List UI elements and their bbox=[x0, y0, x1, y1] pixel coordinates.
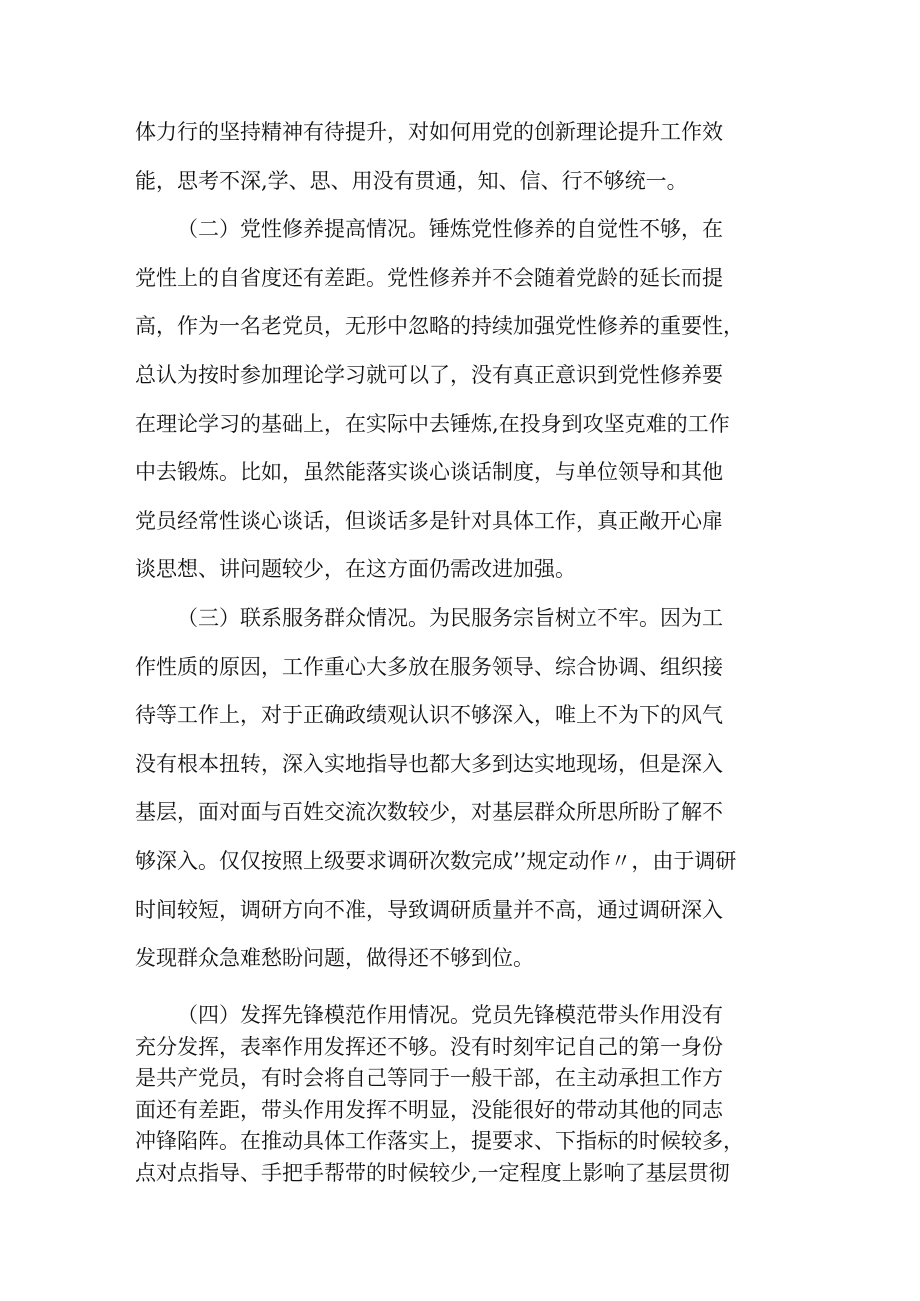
text-line: 谈思想、讲问题较少，在这方面仍需改进加强。 bbox=[135, 557, 576, 582]
text-line: 党性上的自省度还有差距。党性修养并不会随着党龄的延长而提 bbox=[135, 265, 723, 290]
text-line: 是共产党员，有时会将自己等同于一般干部，在主动承担工作方 bbox=[135, 1066, 723, 1090]
paragraph-2 bbox=[135, 205, 787, 594]
text-line: 党员经常性谈心谈话，但谈话多是针对具体工作，真正敞开心扉 bbox=[135, 508, 723, 533]
text-line: 充分发挥，表率作用发挥还不够。没有时刻牢记自己的第一身份 bbox=[135, 1034, 723, 1059]
text-line: （三）联系服务群众情况。为民服务宗旨树立不牢。因为工 bbox=[177, 605, 723, 630]
text-line: （四）发挥先锋模范作用情况。党员先锋模范带头作用没有 bbox=[177, 1003, 723, 1027]
paragraph-1 bbox=[135, 108, 787, 205]
body-text-lower bbox=[135, 1000, 787, 1189]
body-text-upper bbox=[135, 108, 787, 983]
text-line: （二）党性修养提高情况。锤炼党性修养的自觉性不够，在 bbox=[177, 217, 723, 242]
text-line: 作性质的原因，工作重心大多放在服务领导、综合协调、组织接 bbox=[135, 654, 723, 679]
text-line: 总认为按时参加理论学习就可以了，没有真正意识到党性修养要 bbox=[135, 362, 723, 387]
text-line: 体力行的坚持精神有待提升，对如何用党的创新理论提升工作效 bbox=[135, 120, 723, 144]
text-line: 没有根本扭转，深入实地指导也都大多到达实地现场，但是深入 bbox=[135, 751, 723, 776]
text-line: 点对点指导、手把手帮带的时候较少,一定程度上影响了基层贯彻 bbox=[135, 1160, 730, 1185]
text-line: 中去锻炼。比如，虽然能落实谈心谈话制度，与单位领导和其他 bbox=[135, 460, 723, 485]
text-line: 时间较短，调研方向不准，导致调研质量并不高，通过调研深入 bbox=[135, 897, 723, 922]
text-line: 发现群众急难愁盼问题，做得还不够到位。 bbox=[135, 946, 534, 971]
paragraph-3 bbox=[135, 594, 787, 983]
text-line: 在理论学习的基础上，在实际中去锤炼,在投身到攻坚克难的工作 bbox=[135, 411, 730, 436]
text-line: 待等工作上，对于正确政绩观认识不够深入，唯上不为下的风气 bbox=[135, 703, 723, 728]
text-line: 冲锋陷阵。在推动具体工作落实上，提要求、下指标的时候较多， bbox=[135, 1129, 744, 1153]
text-line: 够深入。仅仅按照上级要求调研次数完成’’规定动作〃，由于调研 bbox=[135, 848, 737, 873]
text-line: 高，作为一名老党员，无形中忽略的持续加强党性修养的重要性， bbox=[135, 314, 744, 339]
text-line: 基层，面对面与百姓交流次数较少，对基层群众所思所盼了解不 bbox=[135, 800, 723, 825]
text-line: 能，思考不深,学、思、用没有贯通，知、信、行不够统一。 bbox=[135, 168, 688, 193]
paragraph-4 bbox=[135, 1000, 787, 1189]
text-line: 面还有差距，带头作用发挥不明显，没能很好的带动其他的同志 bbox=[135, 1097, 723, 1122]
